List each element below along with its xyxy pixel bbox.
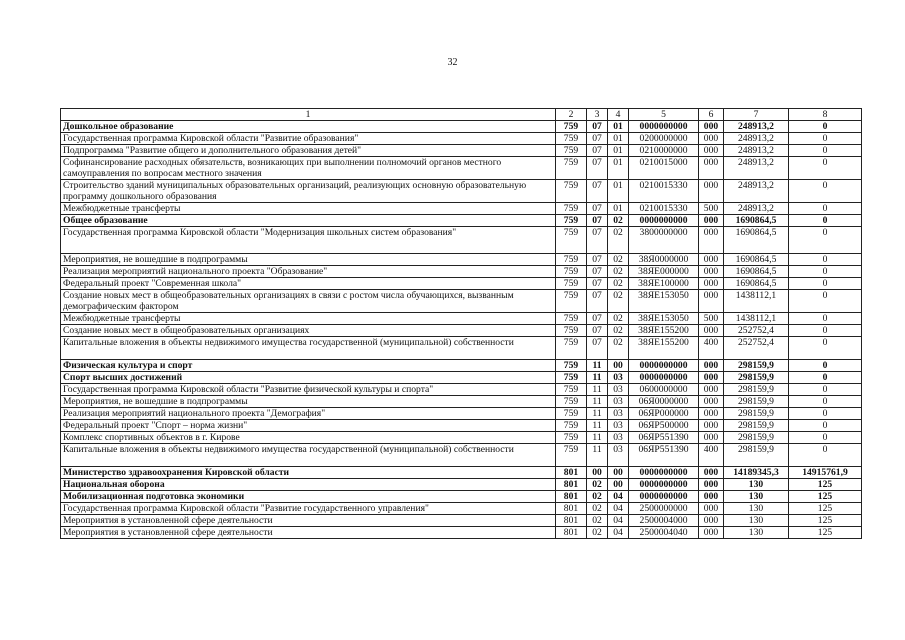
- amount-year2-cell: 0: [789, 157, 862, 180]
- expense-type-cell: 000: [699, 503, 724, 515]
- amount-year1-cell: 248913,2: [724, 133, 789, 145]
- expense-type-cell: 000: [699, 527, 724, 539]
- expense-type-cell: 000: [699, 145, 724, 157]
- expense-type-cell: 500: [699, 203, 724, 215]
- target-article-cell: 0200000000: [629, 133, 699, 145]
- table-row: [61, 215, 862, 227]
- target-article-cell: 38ЯЕ155200: [629, 325, 699, 337]
- item-name-cell: Реализация мероприятий национального проекта "Образование": [61, 266, 556, 278]
- amount-year2-cell: 0: [789, 360, 862, 372]
- item-name-cell: Создание новых мест в общеобразовательных организациях: [61, 325, 556, 337]
- item-name-cell: Мобилизационная подготовка экономики: [61, 491, 556, 503]
- amount-year2-cell: 0: [789, 254, 862, 266]
- expense-type-cell: 500: [699, 313, 724, 325]
- target-article-cell: 0000000000: [629, 121, 699, 133]
- header-cell-2: 2: [556, 109, 587, 121]
- section-code-cell: 02: [587, 527, 608, 539]
- amount-year1-cell: 130: [724, 515, 789, 527]
- amount-year1-cell: 1438112,1: [724, 290, 789, 313]
- amount-year1-cell: 298159,9: [724, 408, 789, 420]
- item-name-cell: Капитальные вложения в объекты недвижимого имущества государственной (муниципальной) собственности: [61, 337, 556, 360]
- expense-type-cell: 000: [699, 360, 724, 372]
- item-name-cell: Спорт высших достижений: [61, 372, 556, 384]
- item-name-cell: Общее образование: [61, 215, 556, 227]
- subsection-code-cell: 02: [608, 254, 629, 266]
- section-code-cell: 07: [587, 145, 608, 157]
- target-article-cell: 06ЯР551390: [629, 432, 699, 444]
- subsection-code-cell: 02: [608, 290, 629, 313]
- table-row: [61, 180, 862, 203]
- target-article-cell: 0210000000: [629, 145, 699, 157]
- section-code-cell: 11: [587, 372, 608, 384]
- ministry-code-cell: 759: [556, 133, 587, 145]
- expense-type-cell: 000: [699, 384, 724, 396]
- section-code-cell: 07: [587, 203, 608, 215]
- subsection-code-cell: 02: [608, 313, 629, 325]
- expense-type-cell: 000: [699, 133, 724, 145]
- expense-type-cell: 000: [699, 290, 724, 313]
- expense-type-cell: 000: [699, 278, 724, 290]
- ministry-code-cell: 759: [556, 360, 587, 372]
- target-article-cell: 2500000000: [629, 503, 699, 515]
- amount-year1-cell: 1690864,5: [724, 215, 789, 227]
- amount-year1-cell: 298159,9: [724, 420, 789, 432]
- section-code-cell: 11: [587, 408, 608, 420]
- expense-type-cell: 000: [699, 479, 724, 491]
- page-number: 32: [447, 57, 458, 68]
- amount-year1-cell: 298159,9: [724, 444, 789, 467]
- ministry-code-cell: 759: [556, 278, 587, 290]
- amount-year2-cell: 125: [789, 479, 862, 491]
- target-article-cell: 0210015330: [629, 203, 699, 215]
- item-name-cell: Реализация мероприятий национального проекта "Демография": [61, 408, 556, 420]
- table-row: [61, 527, 862, 539]
- ministry-code-cell: 801: [556, 515, 587, 527]
- header-cell-5: 5: [629, 109, 699, 121]
- expense-type-cell: 000: [699, 396, 724, 408]
- target-article-cell: 38ЯЕ153050: [629, 290, 699, 313]
- expense-type-cell: 000: [699, 432, 724, 444]
- table-row: [61, 254, 862, 266]
- amount-year2-cell: 0: [789, 290, 862, 313]
- target-article-cell: 0600000000: [629, 384, 699, 396]
- section-code-cell: 07: [587, 254, 608, 266]
- expense-type-cell: 000: [699, 215, 724, 227]
- table-row: [61, 467, 862, 479]
- expense-type-cell: 000: [699, 227, 724, 254]
- item-name-cell: Федеральный проект "Современная школа": [61, 278, 556, 290]
- table-row: [61, 420, 862, 432]
- target-article-cell: 06ЯР000000: [629, 408, 699, 420]
- expense-type-cell: 000: [699, 515, 724, 527]
- amount-year2-cell: 0: [789, 145, 862, 157]
- amount-year2-cell: 0: [789, 121, 862, 133]
- ministry-code-cell: 759: [556, 313, 587, 325]
- table-row: [61, 290, 862, 313]
- amount-year2-cell: 0: [789, 180, 862, 203]
- item-name-cell: Государственная программа Кировской области "Модернизация школьных систем образования": [61, 227, 556, 254]
- item-name-cell: Государственная программа Кировской области "Развитие физической культуры и спорта": [61, 384, 556, 396]
- ministry-code-cell: 801: [556, 491, 587, 503]
- amount-year1-cell: 298159,9: [724, 372, 789, 384]
- item-name-cell: Создание новых мест в общеобразовательных организациях в связи с ростом числа обучающихся, вызванным демографическим фактором: [61, 290, 556, 313]
- ministry-code-cell: 801: [556, 479, 587, 491]
- item-name-cell: Софинансирование расходных обязательств, возникающих при выполнении полномочий органов местного самоуправления по вопросам местного значения: [61, 157, 556, 180]
- expense-type-cell: 000: [699, 420, 724, 432]
- header-cell-6: 6: [699, 109, 724, 121]
- expense-type-cell: 000: [699, 254, 724, 266]
- section-code-cell: 02: [587, 491, 608, 503]
- target-article-cell: 38ЯЕ100000: [629, 278, 699, 290]
- table-row: [61, 121, 862, 133]
- subsection-code-cell: 01: [608, 133, 629, 145]
- table-row: [61, 444, 862, 467]
- table-row: [61, 313, 862, 325]
- target-article-cell: 0210015000: [629, 157, 699, 180]
- amount-year1-cell: 248913,2: [724, 121, 789, 133]
- ministry-code-cell: 759: [556, 215, 587, 227]
- subsection-code-cell: 03: [608, 444, 629, 467]
- subsection-code-cell: 02: [608, 266, 629, 278]
- header-cell-3: 3: [587, 109, 608, 121]
- table-row: [61, 503, 862, 515]
- amount-year1-cell: 130: [724, 527, 789, 539]
- expense-type-cell: 000: [699, 266, 724, 278]
- target-article-cell: 06ЯР551390: [629, 444, 699, 467]
- section-code-cell: 00: [587, 467, 608, 479]
- table-row: [61, 384, 862, 396]
- ministry-code-cell: 759: [556, 337, 587, 360]
- item-name-cell: Мероприятия в установленной сфере деятельности: [61, 527, 556, 539]
- item-name-cell: Национальная оборона: [61, 479, 556, 491]
- item-name-cell: Федеральный проект "Спорт – норма жизни": [61, 420, 556, 432]
- item-name-cell: Межбюджетные трансферты: [61, 313, 556, 325]
- ministry-code-cell: 759: [556, 384, 587, 396]
- section-code-cell: 11: [587, 420, 608, 432]
- item-name-cell: Физическая культура и спорт: [61, 360, 556, 372]
- amount-year2-cell: 0: [789, 227, 862, 254]
- ministry-code-cell: 801: [556, 503, 587, 515]
- amount-year1-cell: 252752,4: [724, 337, 789, 360]
- subsection-code-cell: 03: [608, 396, 629, 408]
- section-code-cell: 07: [587, 337, 608, 360]
- amount-year1-cell: 130: [724, 503, 789, 515]
- target-article-cell: 38ЯЕ000000: [629, 266, 699, 278]
- budget-table: [60, 108, 862, 539]
- item-name-cell: Государственная программа Кировской области "Развитие образования": [61, 133, 556, 145]
- table-row: [61, 408, 862, 420]
- amount-year2-cell: 0: [789, 133, 862, 145]
- section-code-cell: 02: [587, 503, 608, 515]
- expense-type-cell: 000: [699, 180, 724, 203]
- item-name-cell: Дошкольное образование: [61, 121, 556, 133]
- table-row: [61, 133, 862, 145]
- table-row: [61, 325, 862, 337]
- ministry-code-cell: 801: [556, 527, 587, 539]
- amount-year2-cell: 0: [789, 337, 862, 360]
- table-row: [61, 432, 862, 444]
- table-row: [61, 372, 862, 384]
- ministry-code-cell: 759: [556, 372, 587, 384]
- subsection-code-cell: 04: [608, 491, 629, 503]
- amount-year1-cell: 1438112,1: [724, 313, 789, 325]
- amount-year2-cell: 0: [789, 325, 862, 337]
- amount-year1-cell: 1690864,5: [724, 278, 789, 290]
- subsection-code-cell: 00: [608, 360, 629, 372]
- amount-year1-cell: 252752,4: [724, 325, 789, 337]
- amount-year2-cell: 0: [789, 266, 862, 278]
- subsection-code-cell: 03: [608, 372, 629, 384]
- amount-year1-cell: 1690864,5: [724, 254, 789, 266]
- table-row: [61, 396, 862, 408]
- expense-type-cell: 000: [699, 491, 724, 503]
- amount-year1-cell: 1690864,5: [724, 266, 789, 278]
- target-article-cell: 0000000000: [629, 491, 699, 503]
- section-code-cell: 07: [587, 278, 608, 290]
- table-row: [61, 203, 862, 215]
- header-cell-4: 4: [608, 109, 629, 121]
- amount-year2-cell: 0: [789, 396, 862, 408]
- amount-year1-cell: 298159,9: [724, 360, 789, 372]
- section-code-cell: 02: [587, 515, 608, 527]
- subsection-code-cell: 00: [608, 479, 629, 491]
- table-row: [61, 491, 862, 503]
- amount-year2-cell: 0: [789, 432, 862, 444]
- section-code-cell: 11: [587, 432, 608, 444]
- expense-type-cell: 400: [699, 444, 724, 467]
- ministry-code-cell: 759: [556, 420, 587, 432]
- target-article-cell: 2500004000: [629, 515, 699, 527]
- amount-year2-cell: 0: [789, 215, 862, 227]
- item-name-cell: Капитальные вложения в объекты недвижимого имущества государственной (муниципальной) собственности: [61, 444, 556, 467]
- target-article-cell: 0000000000: [629, 215, 699, 227]
- expense-type-cell: 000: [699, 325, 724, 337]
- subsection-code-cell: 03: [608, 420, 629, 432]
- ministry-code-cell: 759: [556, 203, 587, 215]
- target-article-cell: 2500004040: [629, 527, 699, 539]
- table-row: [61, 145, 862, 157]
- amount-year2-cell: 125: [789, 527, 862, 539]
- item-name-cell: Межбюджетные трансферты: [61, 203, 556, 215]
- subsection-code-cell: 04: [608, 515, 629, 527]
- amount-year2-cell: 0: [789, 420, 862, 432]
- section-code-cell: 07: [587, 325, 608, 337]
- ministry-code-cell: 759: [556, 408, 587, 420]
- amount-year2-cell: 0: [789, 313, 862, 325]
- section-code-cell: 07: [587, 121, 608, 133]
- target-article-cell: 06Я0000000: [629, 396, 699, 408]
- amount-year2-cell: 0: [789, 444, 862, 467]
- ministry-code-cell: 759: [556, 180, 587, 203]
- amount-year1-cell: 298159,9: [724, 384, 789, 396]
- subsection-code-cell: 02: [608, 215, 629, 227]
- ministry-code-cell: 759: [556, 121, 587, 133]
- section-code-cell: 07: [587, 180, 608, 203]
- subsection-code-cell: 02: [608, 325, 629, 337]
- subsection-code-cell: 02: [608, 278, 629, 290]
- table-header-row: [61, 109, 862, 121]
- expense-type-cell: 000: [699, 467, 724, 479]
- ministry-code-cell: 759: [556, 227, 587, 254]
- table-row: [61, 227, 862, 254]
- subsection-code-cell: 01: [608, 145, 629, 157]
- amount-year2-cell: 0: [789, 203, 862, 215]
- amount-year2-cell: 0: [789, 384, 862, 396]
- section-code-cell: 11: [587, 384, 608, 396]
- header-cell-8: 8: [789, 109, 862, 121]
- section-code-cell: 02: [587, 479, 608, 491]
- amount-year1-cell: 14189345,3: [724, 467, 789, 479]
- amount-year1-cell: 248913,2: [724, 203, 789, 215]
- amount-year2-cell: 14915761,9: [789, 467, 862, 479]
- expense-type-cell: 000: [699, 121, 724, 133]
- amount-year2-cell: 0: [789, 278, 862, 290]
- subsection-code-cell: 04: [608, 503, 629, 515]
- item-name-cell: Мероприятия в установленной сфере деятельности: [61, 515, 556, 527]
- ministry-code-cell: 759: [556, 290, 587, 313]
- target-article-cell: 0000000000: [629, 467, 699, 479]
- ministry-code-cell: 759: [556, 444, 587, 467]
- amount-year1-cell: 298159,9: [724, 396, 789, 408]
- subsection-code-cell: 01: [608, 121, 629, 133]
- amount-year2-cell: 0: [789, 408, 862, 420]
- header-cell-7: 7: [724, 109, 789, 121]
- item-name-cell: Комплекс спортивных объектов в г. Кирове: [61, 432, 556, 444]
- section-code-cell: 11: [587, 360, 608, 372]
- item-name-cell: Министерство здравоохранения Кировской области: [61, 467, 556, 479]
- subsection-code-cell: 02: [608, 337, 629, 360]
- table-row: [61, 337, 862, 360]
- subsection-code-cell: 01: [608, 180, 629, 203]
- header-cell-1: 1: [61, 109, 556, 121]
- table-row: [61, 479, 862, 491]
- ministry-code-cell: 759: [556, 145, 587, 157]
- amount-year1-cell: 130: [724, 491, 789, 503]
- subsection-code-cell: 03: [608, 408, 629, 420]
- section-code-cell: 07: [587, 313, 608, 325]
- amount-year2-cell: 125: [789, 491, 862, 503]
- amount-year1-cell: 248913,2: [724, 145, 789, 157]
- amount-year1-cell: 248913,2: [724, 180, 789, 203]
- amount-year1-cell: 248913,2: [724, 157, 789, 180]
- expense-type-cell: 000: [699, 157, 724, 180]
- table-row: [61, 515, 862, 527]
- amount-year2-cell: 0: [789, 372, 862, 384]
- table-row: [61, 278, 862, 290]
- table-row: [61, 157, 862, 180]
- ministry-code-cell: 759: [556, 396, 587, 408]
- section-code-cell: 11: [587, 444, 608, 467]
- expense-type-cell: 000: [699, 408, 724, 420]
- ministry-code-cell: 759: [556, 325, 587, 337]
- target-article-cell: 3800000000: [629, 227, 699, 254]
- amount-year2-cell: 125: [789, 503, 862, 515]
- section-code-cell: 07: [587, 157, 608, 180]
- subsection-code-cell: 03: [608, 384, 629, 396]
- subsection-code-cell: 03: [608, 432, 629, 444]
- target-article-cell: 0000000000: [629, 372, 699, 384]
- amount-year2-cell: 125: [789, 515, 862, 527]
- section-code-cell: 07: [587, 227, 608, 254]
- item-name-cell: Государственная программа Кировской области "Развитие государственного управления": [61, 503, 556, 515]
- target-article-cell: 38ЯЕ153050: [629, 313, 699, 325]
- target-article-cell: 0000000000: [629, 360, 699, 372]
- expense-type-cell: 400: [699, 337, 724, 360]
- subsection-code-cell: 00: [608, 467, 629, 479]
- ministry-code-cell: 759: [556, 157, 587, 180]
- section-code-cell: 07: [587, 215, 608, 227]
- section-code-cell: 07: [587, 133, 608, 145]
- section-code-cell: 07: [587, 290, 608, 313]
- ministry-code-cell: 759: [556, 254, 587, 266]
- amount-year1-cell: 130: [724, 479, 789, 491]
- ministry-code-cell: 759: [556, 266, 587, 278]
- expense-type-cell: 000: [699, 372, 724, 384]
- subsection-code-cell: 01: [608, 203, 629, 215]
- item-name-cell: Мероприятия, не вошедшие в подпрограммы: [61, 254, 556, 266]
- subsection-code-cell: 04: [608, 527, 629, 539]
- subsection-code-cell: 01: [608, 157, 629, 180]
- target-article-cell: 38ЯЕ155200: [629, 337, 699, 360]
- target-article-cell: 0000000000: [629, 479, 699, 491]
- target-article-cell: 0210015330: [629, 180, 699, 203]
- table-row: [61, 266, 862, 278]
- item-name-cell: Строительство зданий муниципальных образовательных организаций, реализующих основную образовательную программу дошкольного образования: [61, 180, 556, 203]
- table-row: [61, 360, 862, 372]
- ministry-code-cell: 801: [556, 467, 587, 479]
- target-article-cell: 38Я0000000: [629, 254, 699, 266]
- ministry-code-cell: 759: [556, 432, 587, 444]
- item-name-cell: Мероприятия, не вошедшие в подпрограммы: [61, 396, 556, 408]
- item-name-cell: Подпрограмма "Развитие общего и дополнительного образования детей": [61, 145, 556, 157]
- amount-year1-cell: 1690864,5: [724, 227, 789, 254]
- section-code-cell: 11: [587, 396, 608, 408]
- amount-year1-cell: 298159,9: [724, 432, 789, 444]
- target-article-cell: 06ЯР500000: [629, 420, 699, 432]
- section-code-cell: 07: [587, 266, 608, 278]
- subsection-code-cell: 02: [608, 227, 629, 254]
